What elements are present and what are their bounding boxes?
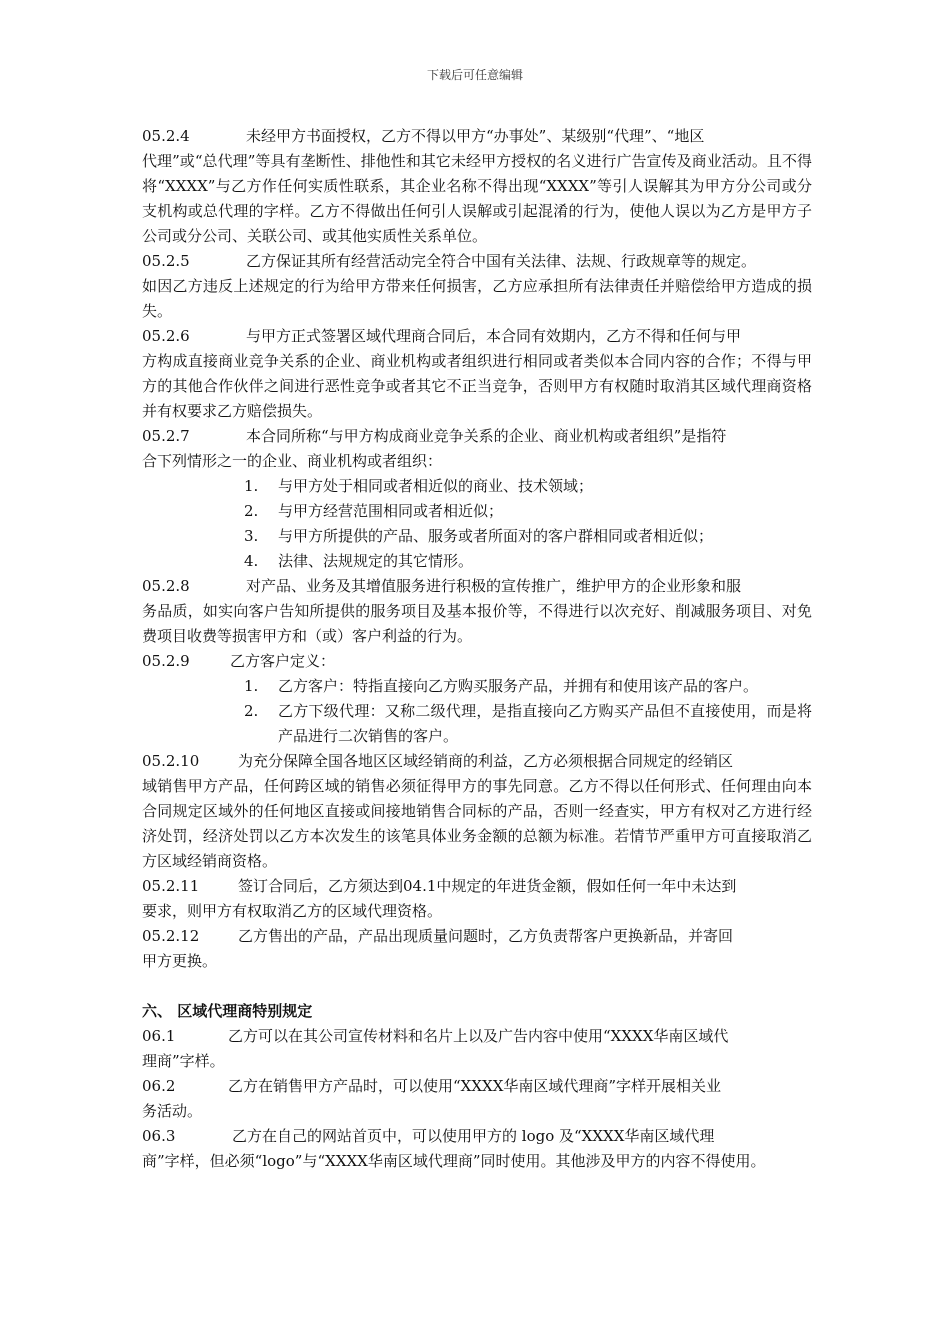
list-text: 与甲方处于相同或者相近似的商业、技术领域；: [278, 477, 594, 495]
clause-text: 未经甲方书面授权，乙方不得以甲方“办事处”、某级别“代理”、“地区: [246, 127, 705, 145]
clause-text: 与甲方正式签署区域代理商合同后，本合同有效期内，乙方不得和任何与甲: [246, 327, 742, 345]
list-text: 乙方客户：特指直接向乙方购买服务产品，并拥有和使用该产品的客户。: [278, 677, 759, 695]
clause-number: 05.2.8: [142, 577, 190, 595]
clause-06-3: [142, 1124, 812, 1174]
clause-number: 05.2.11: [142, 877, 200, 895]
clause-06-2: [142, 1074, 812, 1124]
list-item: [142, 474, 812, 499]
clause-text-continued: 如因乙方违反上述规定的行为给甲方带来任何损害，乙方应承担所有法律责任并赔偿给甲方造成的损失。: [142, 277, 812, 320]
list-item: [142, 549, 812, 574]
clause-05-2-12: [142, 924, 812, 974]
clause-text: 乙方售出的产品，产品出现质量问题时，乙方负责帮客户更换新品，并寄回: [238, 927, 734, 945]
clause-05-2-11: [142, 874, 812, 924]
clause-text-continued: 代理”或“总代理”等具有垄断性、排他性和其它未经甲方授权的名义进行广告宣传及商业活动。且不得将“XXXX”与乙方作任何实质性联系，其企业名称不得出现“XXXX”等引人误解其为甲方分公司或分支机构或总代理的字样。乙方不得做出任何引人误解或引起混淆的行为，使他人误以为乙方是甲方子公司或分公司、关联公司、或其他实质性关系单位。: [142, 152, 812, 245]
list-number: 4.: [244, 552, 259, 570]
clause-number: 05.2.7: [142, 427, 190, 445]
clause-05-2-4: [142, 124, 812, 249]
clause-text: 本合同所称“与甲方构成商业竞争关系的企业、商业机构或者组织”是指符: [246, 427, 727, 445]
list-number: 3.: [244, 527, 259, 545]
clause-05-2-8: [142, 574, 812, 649]
list-text: 与甲方所提供的产品、服务或者所面对的客户群相同或者相近似；: [278, 527, 714, 545]
clause-number: 06.3: [142, 1127, 176, 1145]
clause-text-continued: 合下列情形之一的企业、商业机构或者组织：: [142, 452, 443, 470]
list-number: 2.: [244, 502, 259, 520]
clause-text-continued: 方构成直接商业竞争关系的企业、商业机构或者组织进行相同或者类似本合同内容的合作；不得与甲方的其他合作伙伴之间进行恶性竞争或者其它不正当竞争，否则甲方有权随时取消其区域代理商资格并有权要求乙方赔偿损失。: [142, 352, 812, 420]
clause-text-continued: 域销售甲方产品，任何跨区域的销售必须征得甲方的事先同意。乙方不得以任何形式、任何理由向本合同规定区域外的任何地区直接或间接地销售合同标的产品，否则一经查实，甲方有权对乙方进行经济处罚，经济处罚以乙方本次发生的该笔具体业务金额的总额为标准。若情节严重甲方可直接取消乙方区域经销商资格。: [142, 777, 812, 870]
clause-05-2-9-list: [142, 674, 812, 749]
clause-text: 对产品、业务及其增值服务进行积极的宣传推广，维护甲方的企业形象和服: [246, 577, 742, 595]
document-body: [142, 124, 812, 1174]
clause-05-2-10: [142, 749, 812, 874]
clause-text-continued: 要求，则甲方有权取消乙方的区域代理资格。: [142, 902, 443, 920]
clause-number: 05.2.6: [142, 327, 190, 345]
clause-number: 05.2.5: [142, 252, 190, 270]
list-text: 乙方下级代理：又称二级代理，是指直接向乙方购买产品但不直接使用，而是将产品进行二次销售的客户。: [278, 702, 812, 745]
list-item: [142, 699, 812, 749]
list-item: [142, 524, 812, 549]
clause-text: 为充分保障全国各地区区域经销商的利益，乙方必须根据合同规定的经销区: [238, 752, 734, 770]
clause-text: 乙方客户定义：: [230, 652, 336, 670]
clause-text: 乙方可以在其公司宣传材料和名片上以及广告内容中使用“XXXX华南区域代: [228, 1027, 729, 1045]
list-text: 与甲方经营范围相同或者相近似；: [278, 502, 504, 520]
clause-number: 05.2.4: [142, 127, 190, 145]
clause-text: 乙方在自己的网站首页中，可以使用甲方的 logo 及“XXXX华南区域代理: [232, 1127, 715, 1145]
clause-number: 05.2.9: [142, 652, 190, 670]
list-number: 1.: [244, 477, 259, 495]
clause-05-2-6: [142, 324, 812, 424]
list-item: [142, 499, 812, 524]
list-text: 法律、法规规定的其它情形。: [278, 552, 474, 570]
clause-05-2-5: [142, 249, 812, 324]
page-header: 下载后可任意编辑: [426, 68, 523, 82]
clause-05-2-9: [142, 649, 812, 674]
clause-text-continued: 务活动。: [142, 1102, 203, 1120]
clause-text-continued: 商”字样，但必须“logo”与“XXXX华南区域代理商”同时使用。其他涉及甲方的内容不得使用。: [142, 1152, 766, 1170]
clause-text: 签订合同后，乙方须达到04.1中规定的年进货金额，假如任何一年中未达到: [238, 877, 737, 895]
list-item: [142, 674, 812, 699]
list-number: 2.: [244, 702, 259, 720]
list-number: 1.: [244, 677, 259, 695]
clause-text-continued: 甲方更换。: [142, 952, 218, 970]
clause-text: 乙方在销售甲方产品时，可以使用“XXXX华南区域代理商”字样开展相关业: [228, 1077, 722, 1095]
clause-06-1: [142, 1024, 812, 1074]
clause-text: 乙方保证其所有经营活动完全符合中国有关法律、法规、行政规章等的规定。: [246, 252, 757, 270]
clause-05-2-7: [142, 424, 812, 474]
clause-05-2-7-list: [142, 474, 812, 574]
clause-number: 05.2.10: [142, 752, 200, 770]
section-title: 六、 区域代理商特别规定: [142, 1002, 313, 1020]
clause-number: 06.2: [142, 1077, 176, 1095]
clause-text-continued: 务品质，如实向客户告知所提供的服务项目及基本报价等，不得进行以次充好、削减服务项目、对免费项目收费等损害甲方和（或）客户利益的行为。: [142, 602, 812, 645]
clause-text-continued: 理商”字样。: [142, 1052, 225, 1070]
clause-number: 06.1: [142, 1027, 176, 1045]
clause-number: 05.2.12: [142, 927, 200, 945]
